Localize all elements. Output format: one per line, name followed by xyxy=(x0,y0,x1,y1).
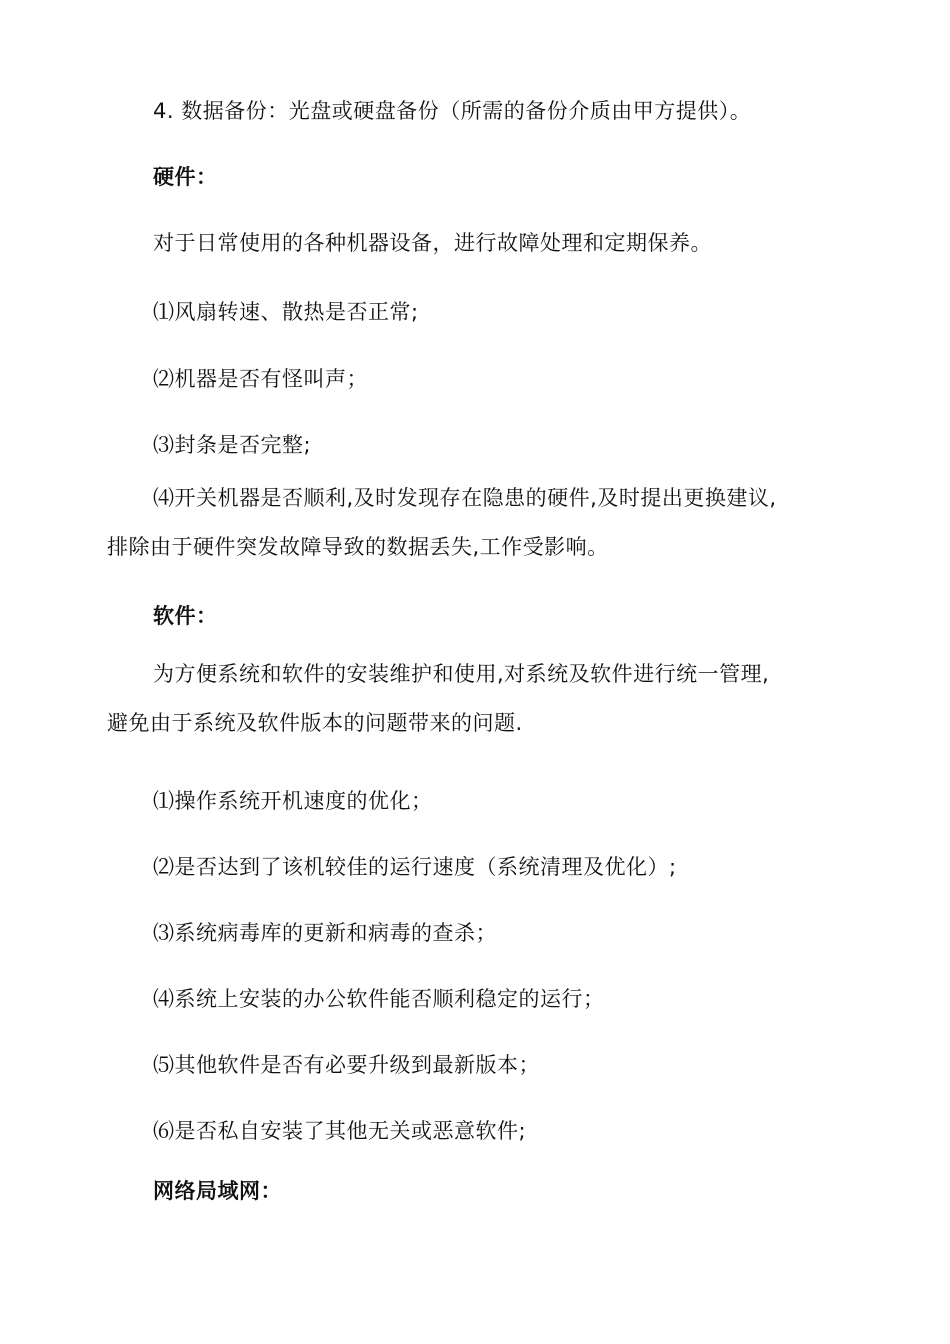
hardware-item-2: ⑵机器是否有怪叫声； xyxy=(153,367,368,391)
hardware-item-4-cont: 排除由于硬件突发故障导致的数据丢失,工作受影响。 xyxy=(107,535,609,559)
software-item-2: ⑵是否达到了该机较佳的运行速度（系统清理及优化）; xyxy=(153,855,677,879)
software-item-6: ⑹是否私自安装了其他无关或恶意软件; xyxy=(153,1119,527,1143)
hardware-heading: 硬件： xyxy=(153,165,218,189)
software-item-5: ⑸其他软件是否有必要升级到最新版本； xyxy=(153,1053,540,1077)
network-heading: 网络局域网： xyxy=(153,1179,282,1203)
hardware-item-1: ⑴风扇转速、散热是否正常; xyxy=(153,300,419,324)
hardware-item-4: ⑷开关机器是否顺利,及时发现存在隐患的硬件,及时提出更换建议, xyxy=(153,486,777,510)
software-intro-cont: 避免由于系统及软件版本的问题带来的问题. xyxy=(107,711,523,735)
software-item-4: ⑷系统上安装的办公软件能否顺利稳定的运行； xyxy=(153,987,605,1011)
software-item-3: ⑶系统病毒库的更新和病毒的查杀； xyxy=(153,921,497,945)
software-heading: 软件： xyxy=(153,604,218,628)
software-item-1: ⑴操作系统开机速度的优化； xyxy=(153,789,433,813)
software-intro: 为方便系统和软件的安装维护和使用,对系统及软件进行统一管理, xyxy=(153,662,770,686)
backup-item: 4. 数据备份：光盘或硬盘备份（所需的备份介质由甲方提供）。 xyxy=(153,99,752,123)
hardware-intro: 对于日常使用的各种机器设备，进行故障处理和定期保养。 xyxy=(153,231,712,255)
hardware-item-3: ⑶封条是否完整; xyxy=(153,433,312,457)
